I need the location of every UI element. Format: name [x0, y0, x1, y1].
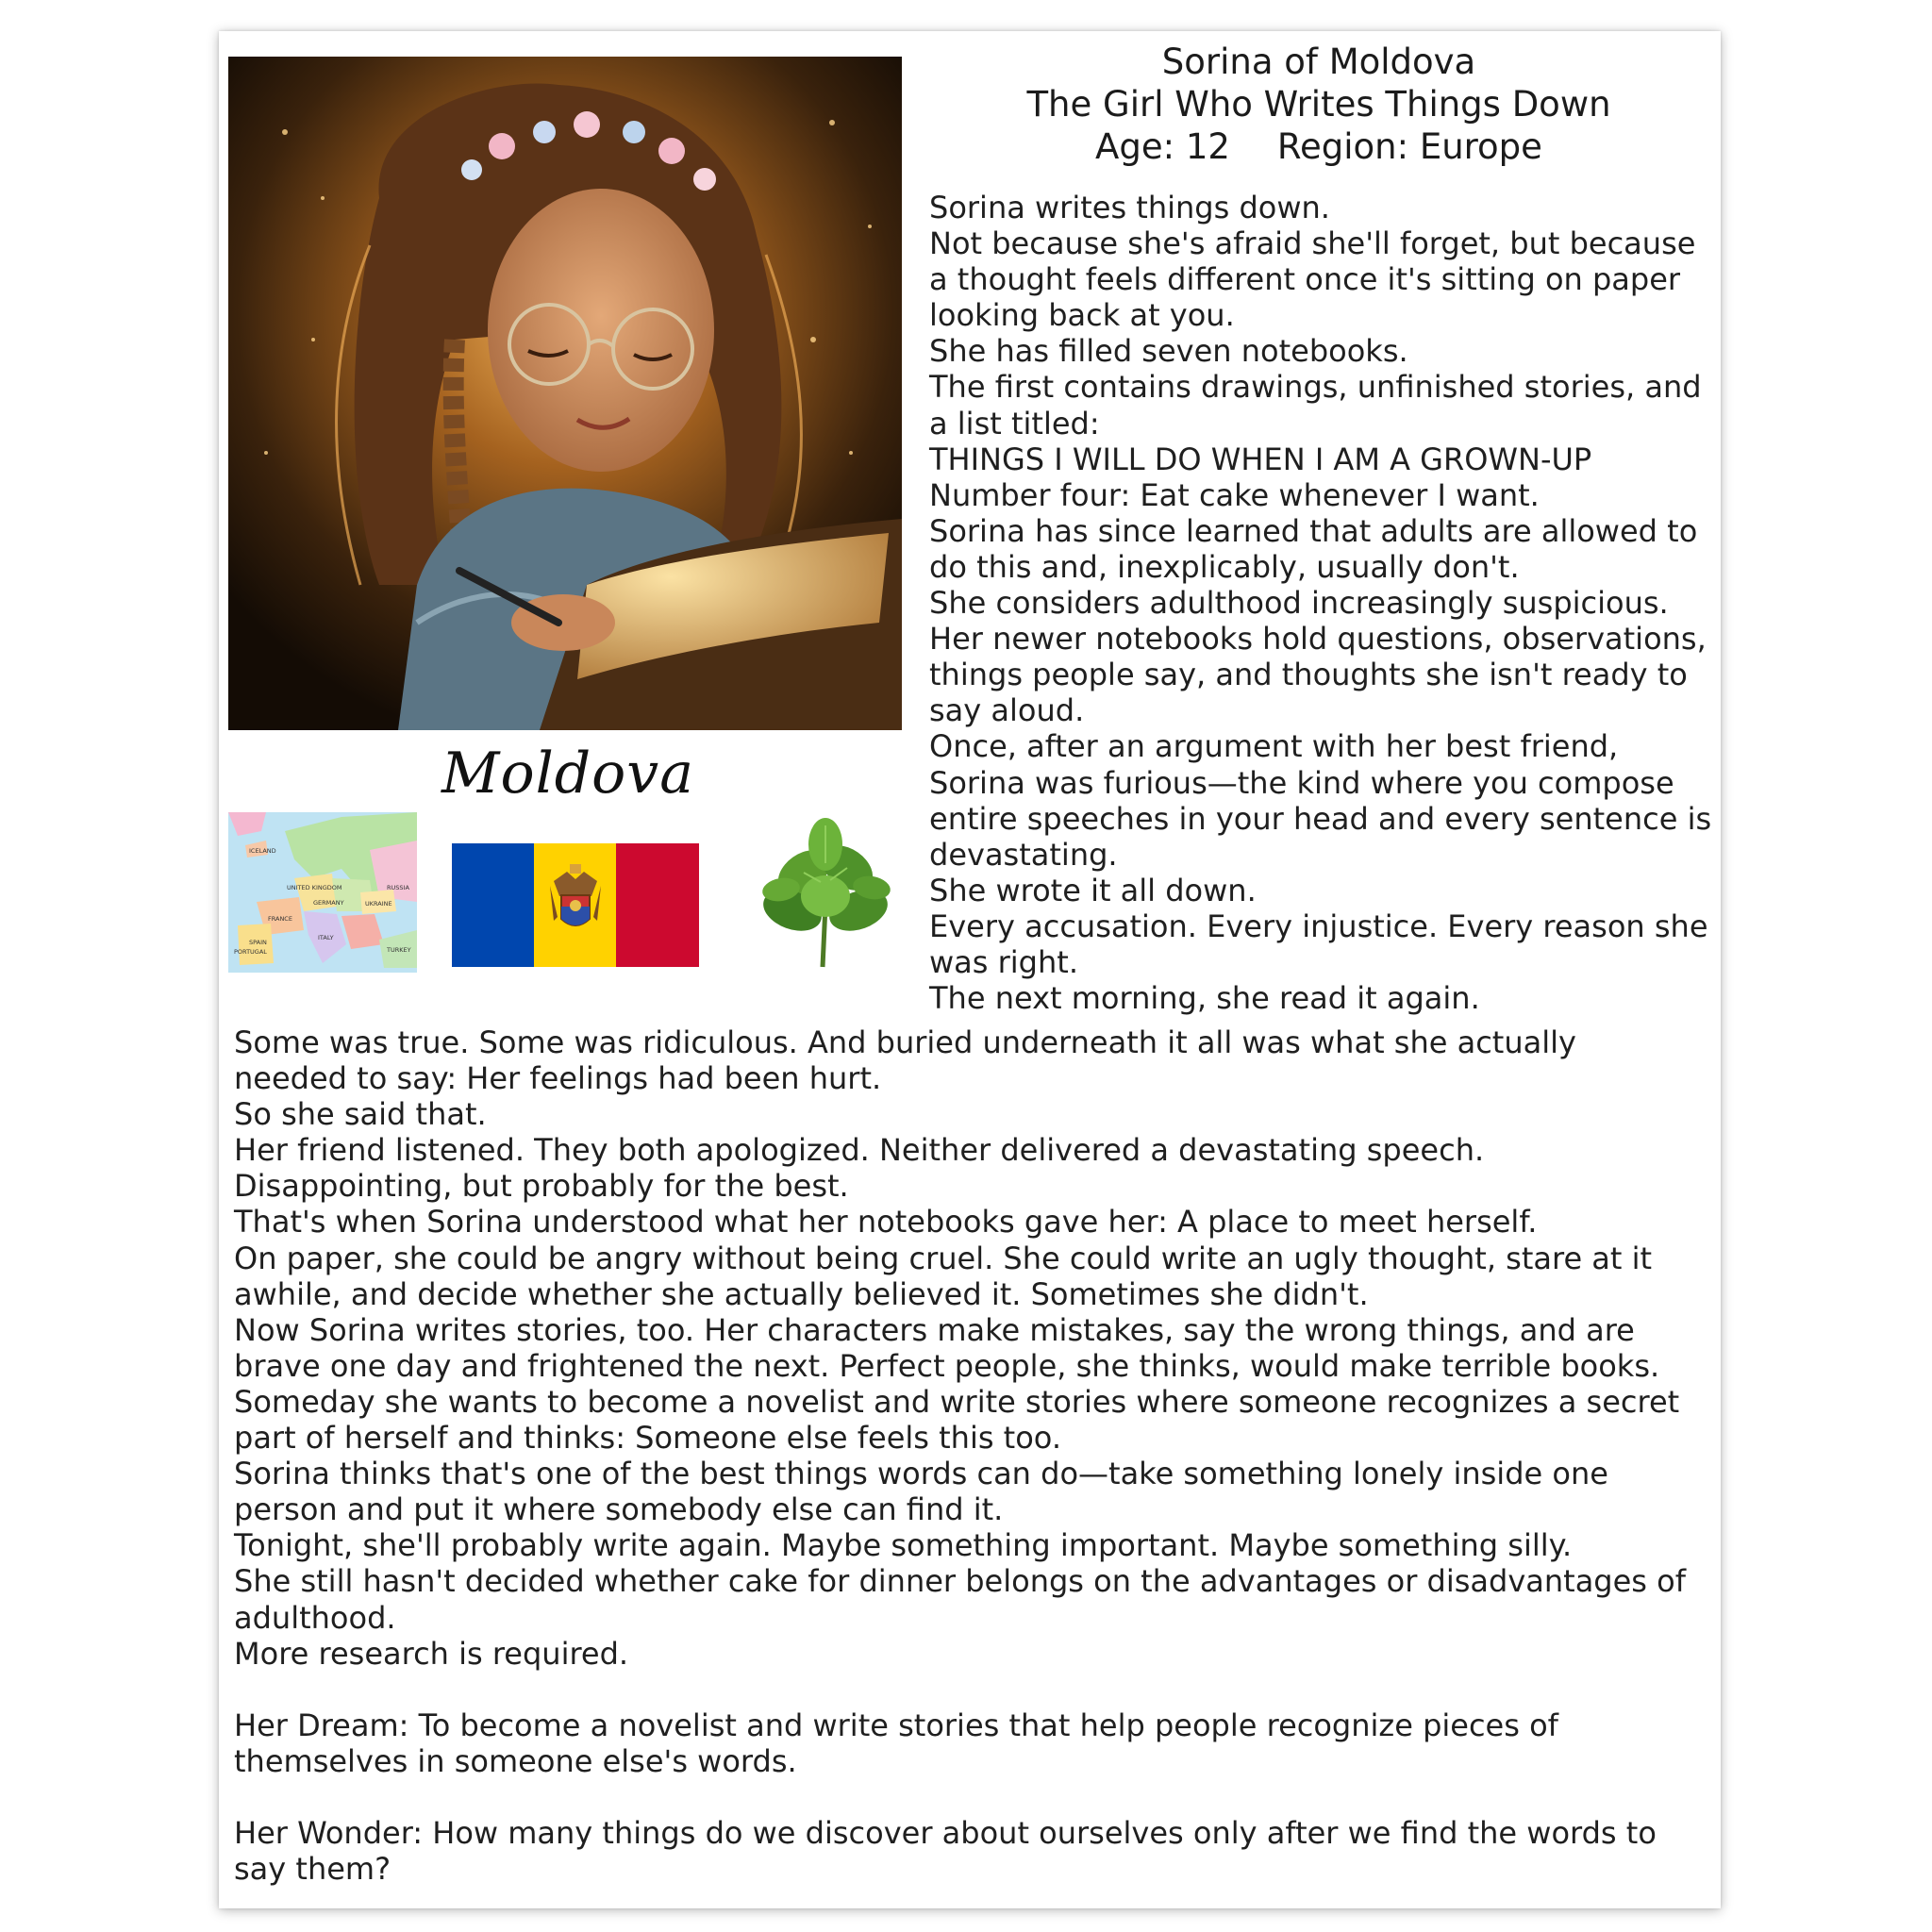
map-label: RUSSIA	[387, 884, 409, 891]
story-paragraph: The first contains drawings, unfinished stories, and a list titled:	[929, 369, 1702, 441]
poster-meta	[936, 125, 1702, 168]
story-paragraph: Disappointing, but probably for the best.	[234, 1168, 849, 1205]
story-paragraph: She still hasn't decided whether cake for dinner belongs on the advantages or disadvantages of adulthood.	[234, 1563, 1686, 1636]
story-paragraph: Sorina has since learned that adults are allowed to do this and, inexplicably, usually don't.	[929, 512, 1698, 585]
story-paragraph: Her friend listened. They both apologized. Neither delivered a devastating speech.	[234, 1132, 1485, 1169]
map-label: PORTUGAL	[234, 948, 267, 956]
story-paragraph: She has filled seven notebooks.	[929, 333, 1408, 370]
story-paragraph: Sorina writes things down.	[929, 190, 1330, 225]
story-paragraph: Tonight, she'll probably write again. Maybe something important. Maybe something silly.	[234, 1527, 1573, 1564]
story-paragraph: Her newer notebooks hold questions, observations, things people say, and thoughts she isn't ready to say aloud.	[929, 621, 1707, 729]
map-label: SPAIN	[249, 939, 267, 946]
europe-map-image	[228, 812, 417, 973]
country-label: Moldova	[441, 741, 694, 807]
region-label: Region: Europe	[1276, 126, 1542, 167]
story-paragraph: So she said that.	[234, 1096, 487, 1133]
story-paragraph: Sorina thinks that's one of the best things words can do—take something lonely inside one person and put it where somebody else can find it.	[234, 1456, 1608, 1528]
story-paragraph: Some was true. Some was ridiculous. And buried underneath it all was what she actually needed to say: Her feelings had been hurt.	[234, 1024, 1576, 1097]
story-paragraph: Now Sorina writes stories, too. Her characters make mistakes, say the wrong things, and are brave one day and frightened the next. Perfect people, she thinks, would make terrible books.	[234, 1311, 1660, 1384]
poster-header	[936, 41, 1702, 168]
map-label: ICELAND	[249, 847, 276, 855]
story-paragraph: Every accusation. Every injustice. Every reason she was right.	[929, 908, 1708, 980]
poster-sheet	[219, 31, 1721, 1908]
poster-subtitle: The Girl Who Writes Things Down	[1026, 84, 1611, 125]
map-label: ITALY	[318, 934, 334, 941]
dream-statement: Her Dream: To become a novelist and write stories that help people recognize pieces of themselves in someone else's words.	[234, 1707, 1558, 1779]
story-paragraph: THINGS I WILL DO WHEN I AM A GROWN-UP	[929, 441, 1592, 477]
story-paragraph: The next morning, she read it again.	[929, 980, 1480, 1017]
moldova-flag	[452, 843, 699, 967]
story-paragraph: That's when Sorina understood what her notebooks gave her: A place to meet herself.	[234, 1204, 1538, 1241]
basil-leaves-image	[755, 816, 896, 973]
age-label: Age: 12	[1095, 126, 1230, 167]
girl-writing-in-notebook-illustration	[228, 57, 902, 730]
story-full-width	[234, 1024, 1696, 1887]
story-paragraph: Not because she's afraid she'll forget, but because a thought feels different once it's sitting on paper looking back at you.	[929, 225, 1696, 334]
map-label: FRANCE	[268, 915, 292, 923]
story-paragraph: Once, after an argument with her best friend, Sorina was furious—the kind where you compose entire speeches in your head and every sentence is devastating.	[929, 728, 1712, 873]
story-paragraph: She considers adulthood increasingly suspicious.	[929, 585, 1669, 622]
wonder-statement: Her Wonder: How many things do we discover about ourselves only after we find the words to say them?	[234, 1815, 1657, 1888]
story-side-column	[929, 190, 1716, 1016]
story-paragraph: Number four: Eat cake whenever I want.	[929, 476, 1540, 513]
story-paragraph: She wrote it all down.	[929, 872, 1257, 908]
map-label: UNITED KINGDOM	[287, 884, 342, 891]
story-paragraph: Someday she wants to become a novelist and write stories where someone recognizes a secret part of herself and thinks: Someone else feels this too.	[234, 1383, 1680, 1457]
story-paragraph: More research is required.	[234, 1635, 629, 1672]
map-label: TURKEY	[387, 946, 411, 954]
story-paragraph: On paper, she could be angry without being cruel. She could write an ugly thought, stare at it awhile, and decide whether she actually believed it. Sometimes she didn't.	[234, 1240, 1653, 1312]
poster-title: Sorina of Moldova	[1161, 42, 1476, 82]
map-label: GERMANY	[313, 899, 344, 907]
map-label: UKRAINE	[365, 900, 392, 908]
